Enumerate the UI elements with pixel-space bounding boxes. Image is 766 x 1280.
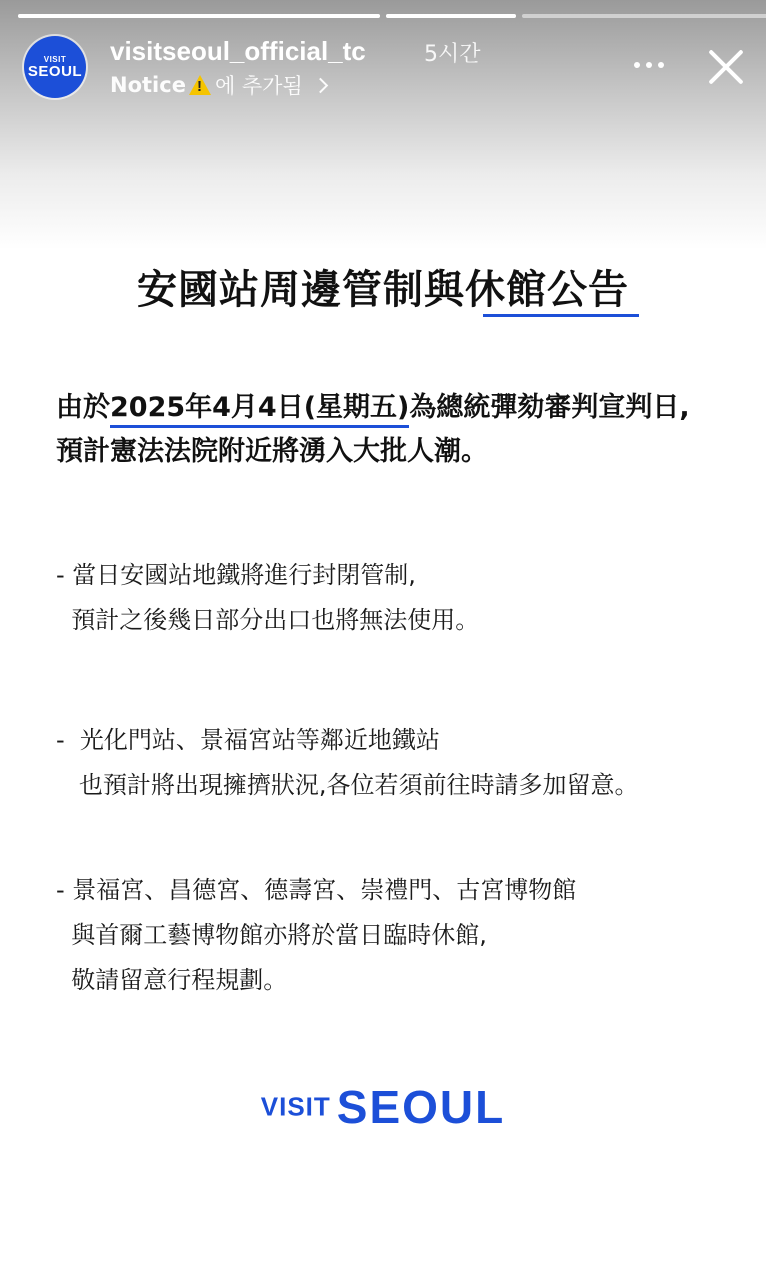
highlight-name: Notice (110, 73, 186, 97)
intro-rest: 為總統彈劾審判宣判日, (409, 392, 690, 423)
visit-seoul-logo (0, 1080, 766, 1134)
story-progress-segment-2 (386, 14, 516, 18)
intro-date: 2025年4月4日(星期五) (110, 392, 409, 428)
highlight-added-text: 에 추가됨 (214, 74, 303, 98)
title-underline (483, 314, 639, 317)
notice-item-2 (56, 718, 756, 808)
intro-line-1 (56, 386, 746, 430)
story-timestamp: 5시간 (424, 42, 481, 67)
notice-item-line: - 景福宮、昌德宮、德壽宮、崇禮門、古宮博物館 (56, 876, 577, 904)
progress-fill (386, 14, 516, 18)
intro-line-2: 預計憲法法院附近將湧入大批人潮。 (56, 436, 488, 467)
dot (658, 62, 664, 68)
notice-item-line: 預計之後幾日部分出口也將無法使用。 (56, 606, 480, 634)
intro-prefix: 由於 (56, 392, 110, 423)
notice-item-line: 也預計將出現擁擠狀況,各位若須前往時請多加留意。 (56, 771, 639, 799)
logo-word-seoul: SEOUL (336, 1081, 506, 1133)
avatar[interactable] (24, 36, 86, 98)
story-progress-bar (18, 14, 764, 18)
notice-item-line: - 當日安國站地鐵將進行封閉管制, (56, 561, 416, 589)
notice-item-3 (56, 868, 756, 1003)
page-title: 安國站周邊管制與休館公告 (137, 267, 629, 313)
notice-item-line: - 光化門站、景福宮站等鄰近地鐵站 (56, 726, 440, 754)
account-username[interactable]: visitseoul_official_tc (110, 36, 366, 66)
dot (646, 62, 652, 68)
logo-word-visit: VISIT (260, 1091, 331, 1122)
highlight-link[interactable] (110, 70, 326, 100)
story-progress-segment-3 (522, 14, 766, 18)
progress-fill (18, 14, 380, 18)
notice-item-line: 與首爾工藝博物館亦將於當日臨時休館, (56, 921, 487, 949)
avatar-logo-line2: SEOUL (27, 62, 83, 80)
notice-item-1 (56, 553, 756, 643)
warning-icon (189, 75, 211, 95)
avatar-logo-line1: VISIT (43, 54, 67, 64)
more-options-icon[interactable] (634, 62, 664, 70)
story-progress-segment-1 (18, 14, 380, 18)
dot (634, 62, 640, 68)
chevron-right-icon (312, 77, 328, 93)
notice-intro (56, 386, 746, 474)
notice-item-line: 敬請留意行程規劃。 (56, 966, 288, 994)
close-icon[interactable] (704, 44, 748, 88)
